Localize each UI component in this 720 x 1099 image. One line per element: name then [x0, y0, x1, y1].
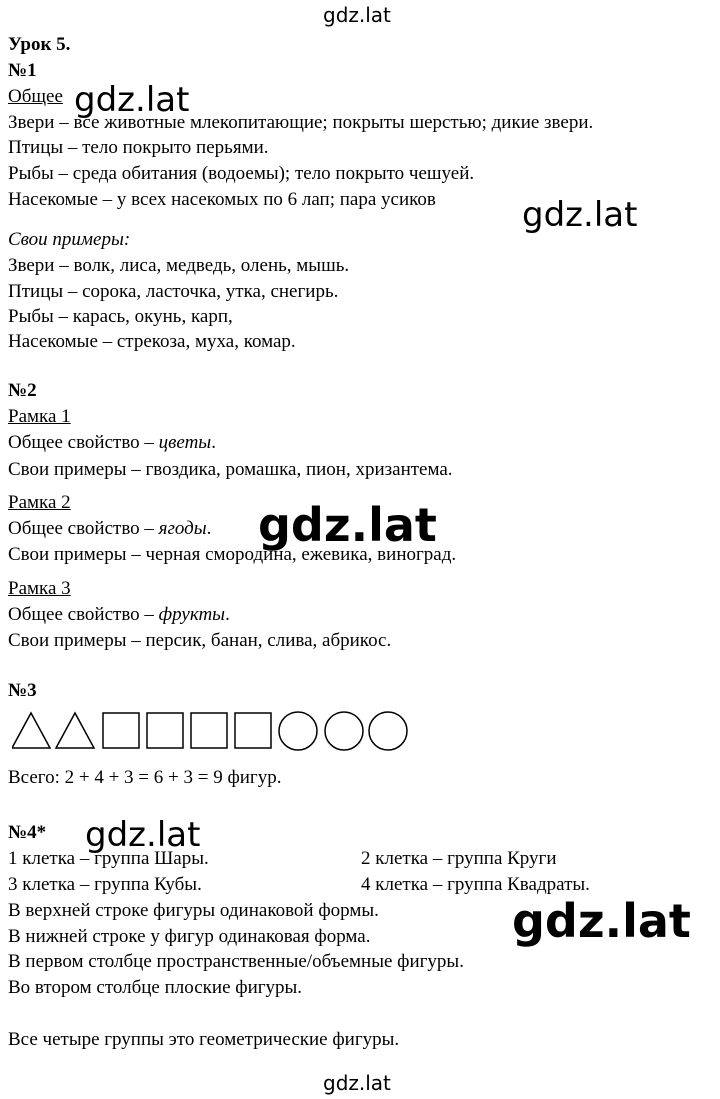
frame-examples: Свои примеры – персик, банан, слива, абрикос.: [8, 630, 392, 651]
watermark: gdz.lat: [512, 894, 691, 948]
task1-number: №1: [8, 60, 37, 81]
task4-line: В верхней строке фигуры одинаковой формы.: [8, 900, 379, 921]
task3-total: Всего: 2 + 4 + 3 = 6 + 3 = 9 фигур.: [8, 767, 282, 788]
watermark: gdz.lat: [85, 815, 201, 855]
watermark: gdz.lat: [522, 195, 638, 235]
frame-property: Общее свойство – ягоды.: [8, 518, 212, 539]
circle-shape: [279, 712, 317, 750]
task1-example: Рыбы – карась, окунь, карп,: [8, 306, 233, 327]
frame-examples: Свои примеры – гвоздика, ромашка, пион, хризантема.: [8, 459, 453, 480]
task2-number: №2: [8, 380, 37, 401]
watermark: gdz.lat: [323, 1071, 391, 1095]
square-shape: [103, 713, 139, 748]
task4-conclusion: Все четыре группы это геометрические фигуры.: [8, 1029, 400, 1050]
square-shape: [147, 713, 183, 748]
task1-example: Насекомые – стрекоза, муха, комар.: [8, 331, 296, 352]
task3-number: №3: [8, 680, 37, 701]
task4-line: Во втором столбце плоские фигуры.: [8, 977, 303, 998]
triangle-shape: [12, 713, 50, 748]
task4-cell: 4 клетка – группа Квадраты.: [361, 874, 590, 895]
triangle-shape: [56, 713, 94, 748]
task1-examples-label: Свои примеры:: [8, 229, 131, 250]
task4-cell: 2 клетка – группа Круги: [361, 848, 557, 869]
frame-examples: Свои примеры – черная смородина, ежевика, виноград.: [8, 544, 457, 565]
watermark: gdz.lat: [74, 80, 190, 120]
task4-line: В нижней строке у фигур одинаковая форма.: [8, 926, 371, 947]
circle-shape: [369, 712, 407, 750]
frame-property: Общее свойство – фрукты.: [8, 604, 230, 625]
square-shape: [235, 713, 271, 748]
frame-title: Рамка 3: [8, 578, 71, 599]
task1-line: Птицы – тело покрыто перьями.: [8, 137, 269, 158]
circle-shape: [325, 712, 363, 750]
square-shape: [191, 713, 227, 748]
lesson-title: Урок 5.: [8, 34, 71, 55]
task4-cell: 3 клетка – группа Кубы.: [8, 874, 202, 895]
task4-cell: 1 клетка – группа Шары.: [8, 848, 209, 869]
task1-example: Птицы – сорока, ласточка, утка, снегирь.: [8, 281, 339, 302]
watermark: gdz.lat: [323, 3, 391, 27]
shapes-row: [12, 710, 412, 754]
frame-title: Рамка 2: [8, 492, 71, 513]
task4-line: В первом столбце пространственные/объемные фигуры.: [8, 951, 464, 972]
task4-number: №4*: [8, 822, 47, 843]
frame-title: Рамка 1: [8, 406, 71, 427]
task1-line: Рыбы – среда обитания (водоемы); тело покрыто чешуей.: [8, 163, 475, 184]
frame-property: Общее свойство – цветы.: [8, 432, 216, 453]
task1-label: Общее: [8, 86, 63, 107]
task1-line: Насекомые – у всех насекомых по 6 лап; пара усиков: [8, 189, 436, 210]
watermark: gdz.lat: [258, 498, 437, 552]
task1-example: Звери – волк, лиса, медведь, олень, мышь.: [8, 255, 350, 276]
task1-line: Звери – все животные млекопитающие; покрыты шерстью; дикие звери.: [8, 112, 594, 133]
